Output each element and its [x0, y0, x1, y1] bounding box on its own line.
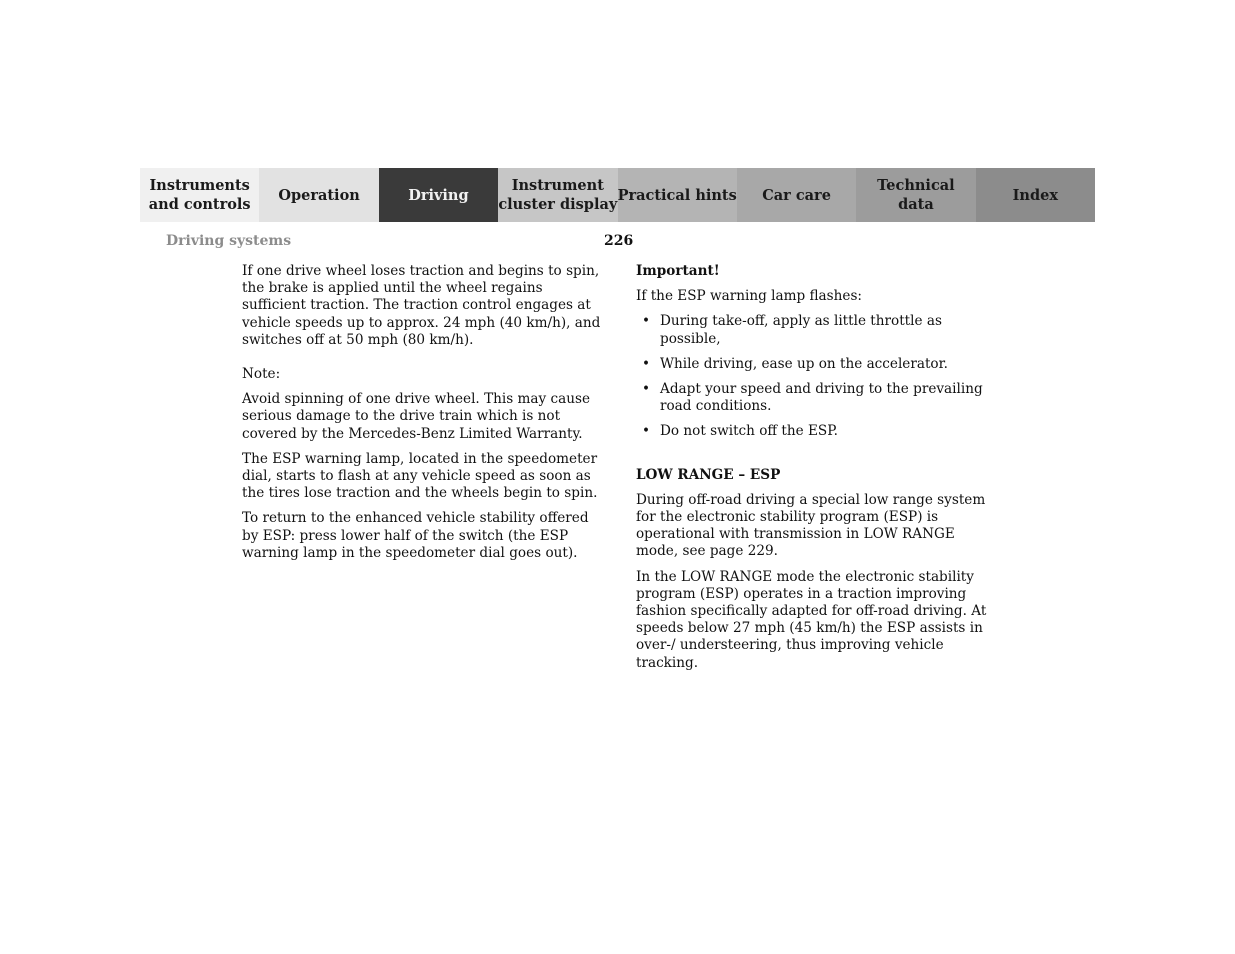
list-item	[636, 381, 998, 415]
section-title: Driving systems	[166, 233, 292, 249]
list-item-text: While driving, ease up on the accelerator.	[660, 355, 948, 372]
bullet-list	[636, 313, 998, 440]
warning-lamp-paragraph: The ESP warning lamp, located in the speedometer dial, starts to flash at any vehicle speed as soon as the tires lose traction and the wheels begin to spin.	[242, 450, 598, 502]
important-intro: If the ESP warning lamp flashes:	[636, 288, 862, 305]
note-paragraph: Avoid spinning of one drive wheel. This may cause serious damage to the drive train which is not covered by the Mercedes-Benz Limited Warranty.	[242, 391, 591, 442]
bullet-icon: •	[642, 381, 651, 398]
list-item-text: During take-off, apply as little throttle as possible,	[660, 313, 942, 347]
list-item	[636, 423, 998, 440]
note-label: Note:	[242, 366, 281, 383]
list-item	[636, 313, 998, 347]
tab-instrument-cluster-display[interactable]: Instrument cluster display	[498, 168, 617, 222]
bullet-icon: •	[642, 313, 651, 330]
tab-index[interactable]: Index	[976, 168, 1095, 222]
low-range-heading: LOW RANGE – ESP	[636, 466, 781, 483]
bullet-icon: •	[642, 355, 651, 372]
list-item-text: Adapt your speed and driving to the prevailing road conditions.	[660, 381, 983, 415]
tab-instruments-and-controls[interactable]: Instruments and controls	[140, 168, 259, 222]
return-stability-paragraph: To return to the enhanced vehicle stability offered by ESP: press lower half of the switch (the ESP warning lamp in the speedometer dial goes out).	[242, 510, 589, 561]
chapter-tab-bar	[140, 168, 1095, 222]
list-item-text: Do not switch off the ESP.	[660, 423, 838, 440]
tab-technical-data[interactable]: Technical data	[856, 168, 975, 222]
list-item	[636, 356, 998, 373]
page-number: 226	[604, 233, 634, 249]
tab-operation[interactable]: Operation	[259, 168, 378, 222]
tab-driving[interactable]: Driving	[379, 168, 498, 222]
traction-paragraph: If one drive wheel loses traction and begins to spin, the brake is applied until the wheel regains sufficient traction. The traction control engages at vehicle speeds up to approx. 24 mph (40 km/h), and switches off at 50 mph (80 km/h).	[242, 263, 601, 348]
low-range-paragraph-1: During off-road driving a special low range system for the electronic stability program (ESP) is operational with transmission in LOW RANGE mode, see page 229.	[636, 491, 986, 560]
bullet-icon: •	[642, 423, 651, 440]
low-range-paragraph-2: In the LOW RANGE mode the electronic stability program (ESP) operates in a traction improving fashion specifically adapted for off-road driving. At speeds below 27 mph (45 km/h) the ESP assists in over-/ understeering, thus improving vehicle tracking.	[636, 568, 987, 671]
tab-practical-hints[interactable]: Practical hints	[618, 168, 737, 222]
right-text-column	[636, 263, 998, 680]
important-heading: Important!	[636, 263, 720, 279]
tab-car-care[interactable]: Car care	[737, 168, 856, 222]
left-text-column	[242, 263, 604, 570]
